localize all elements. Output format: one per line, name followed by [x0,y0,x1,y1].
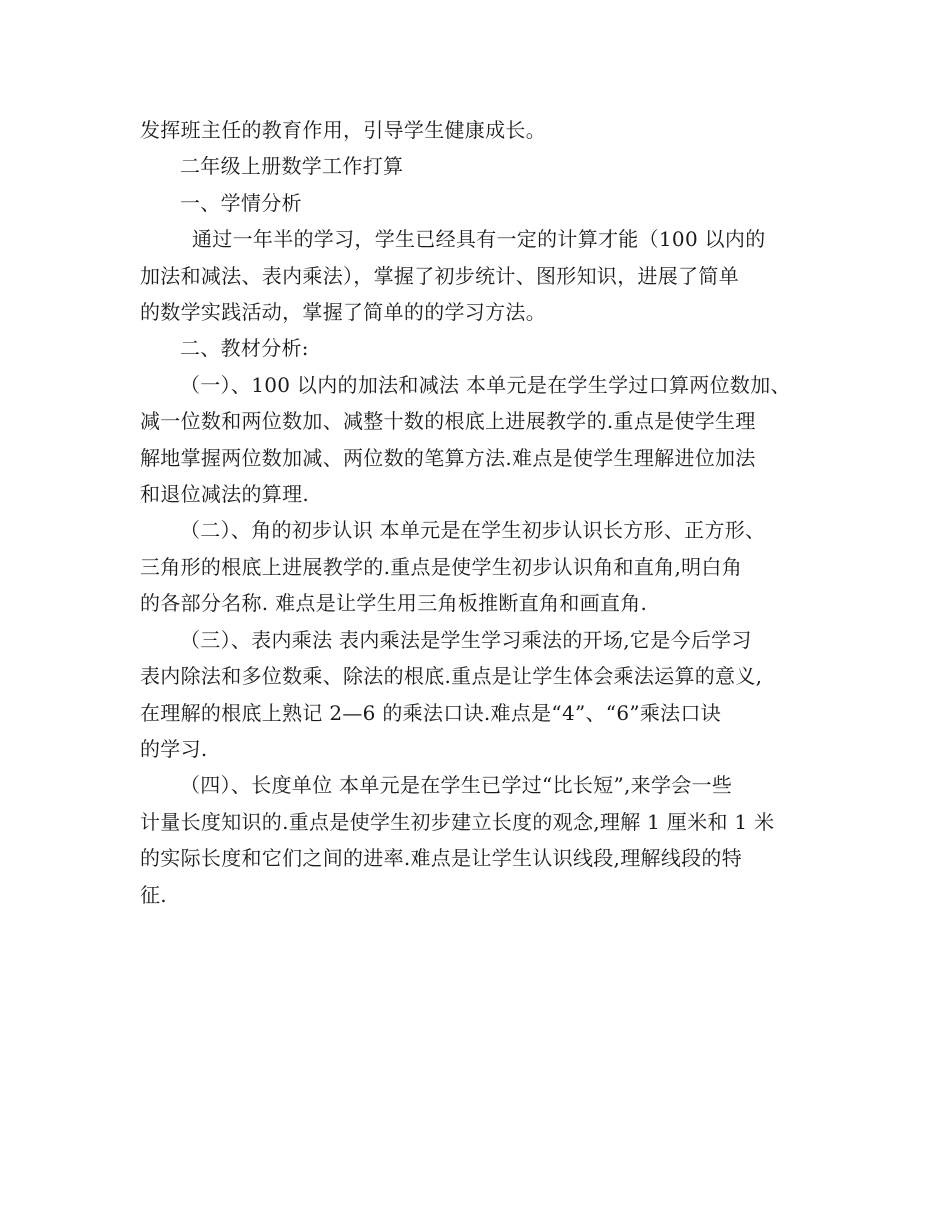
text-line: 二年级上册数学工作打算 [180,154,404,179]
paragraph-unit-4 [140,767,812,913]
text-line: （三）、表内乘法 表内乘法是学生学习乘法的开场,它是今后学习 [180,627,752,652]
text-line: 征. [140,882,167,907]
text-line: 减一位数和两位数加、减整十数的根底上进展教学的.重点是使学生理 [140,409,756,434]
text-line: 的数学实践活动，掌握了简单的的学习方法。 [140,300,546,325]
text-line: 三角形的根底上进展教学的.重点是使学生初步认识角和直角,明白角 [140,554,743,579]
paragraph-intro [140,112,812,148]
text-line: （四）、长度单位 本单元是在学生已学过“比长短”,来学会一些 [180,773,733,798]
text-line: （一）、100 以内的加法和减法 本单元是在学生学过口算两位数加、 [180,372,791,397]
paragraph-unit-1 [140,367,812,513]
paragraph-student-analysis [140,221,812,330]
paragraph-unit-3 [140,622,812,768]
text-line: 发挥班主任的教育作用，引导学生健康成长。 [140,118,546,142]
text-line: 和退位减法的算理. [140,482,310,507]
section-title [140,148,812,184]
heading-textbook-analysis [140,330,812,366]
text-line: 的学习. [140,736,208,761]
text-line: （二）、角的初步认识 本单元是在学生初步认识长方形、正方形、 [180,518,766,543]
text-line: 一、学情分析 [180,190,302,215]
text-line: 二、教材分析: [180,336,309,361]
text-line: 的实际长度和它们之间的进率.难点是让学生认识线段,理解线段的特 [140,846,743,871]
text-line: 表内除法和多位数乘、除法的根底.重点是让学生体会乘法运算的意义, [140,664,763,689]
text-line: 计量长度知识的.重点是使学生初步建立长度的观念,理解 1 厘米和 1 米 [140,809,775,834]
paragraph-unit-2 [140,512,812,621]
heading-student-analysis [140,185,812,221]
document-body [140,112,812,913]
text-line: 在理解的根底上熟记 2—6 的乘法口诀.难点是“4”、“6”乘法口诀 [140,700,722,725]
text-line: 加法和减法、表内乘法），掌握了初步统计、图形知识，进展了简单 [140,263,739,288]
text-line: 的各部分名称. 难点是让学生用三角板推断直角和画直角. [140,591,648,616]
text-line: 解地掌握两位数加减、两位数的笔算方法.难点是使学生理解进位加法 [140,445,756,470]
text-line: 通过一年半的学习，学生已经具有一定的计算才能（100 以内的 [192,227,766,252]
